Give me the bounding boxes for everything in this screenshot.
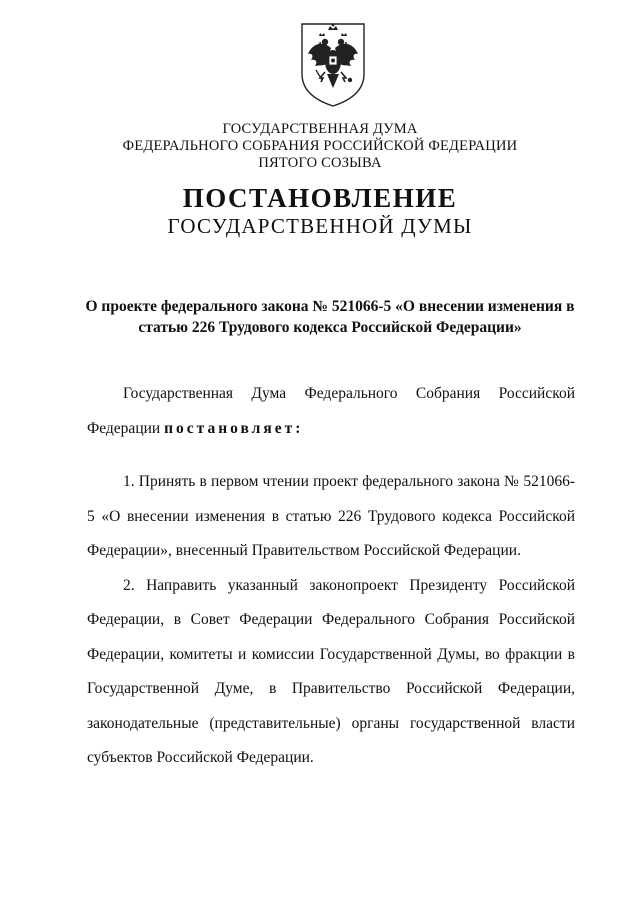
item-1-paragraph: 1. Принять в первом чтении проект федерального закона № 521066-5 «О внесении изменения в статью 226 Трудового кодекса Российской Федерации», внесенный Правительством Российской Федерации.	[87, 473, 575, 559]
preamble-paragraph	[87, 377, 575, 446]
preamble-text: Государственная Дума Федерального Собрания Российской Федерации	[87, 385, 575, 437]
subject-line-1: О проекте федерального закона № 521066-5 «О внесении изменения в	[85, 298, 575, 315]
document-body	[87, 377, 575, 776]
subject-line-2: статью 226 Трудового кодекса Российской Федерации»	[138, 319, 522, 336]
convocation-label: ПЯТОГО СОЗЫВА	[258, 155, 382, 171]
item-2-paragraph: 2. Направить указанный законопроект Президенту Российской Федерации, в Совет Федерации Федерального Собрания Российской Федерации, комитеты и комиссии Государственной Думы, во фракции в Государственной Думе, в Правительство Российской Федерации, законодательные (представительные) органы государственной власти субъектов Российской Федерации.	[87, 576, 575, 766]
document-issuer-subtitle: ГОСУДАРСТВЕННОЙ ДУМЫ	[167, 214, 473, 238]
resolves-keyword: постановляет:	[164, 419, 304, 437]
document-subject	[80, 296, 580, 338]
assembly-name: ФЕДЕРАЛЬНОГО СОБРАНИЯ РОССИЙСКОЙ ФЕДЕРАЦИИ	[122, 138, 518, 154]
document-type-title: ПОСТАНОВЛЕНИЕ	[182, 183, 458, 213]
coat-of-arms-icon	[298, 20, 368, 108]
parliament-name: ГОСУДАРСТВЕННАЯ ДУМА	[222, 121, 418, 137]
